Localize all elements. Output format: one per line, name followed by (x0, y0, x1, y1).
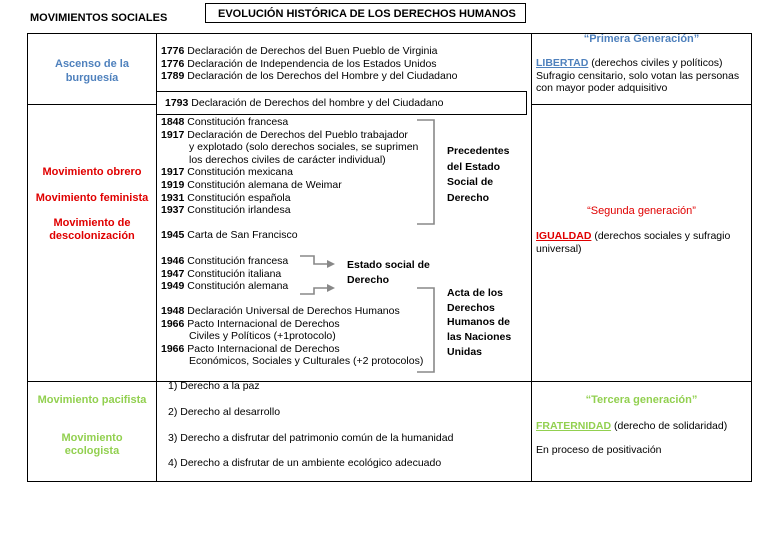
list-item: 1917 Constitución mexicana (161, 166, 293, 179)
list-item: 2) Derecho al desarrollo (168, 406, 281, 418)
list-item: 1946 Constitución francesa (161, 255, 289, 267)
list-item: 1931 Constitución española (161, 191, 291, 204)
boxed-event-1793: 1793 Declaración de Derechos del hombre y del Ciudadano (156, 91, 527, 115)
movement-ecologist: Movimiento ecologista (61, 432, 123, 457)
arrow-head-1 (327, 260, 335, 268)
keyword-igualdad: IGUALDAD (536, 230, 592, 242)
page-title: EVOLUCIÓN HISTÓRICA DE LOS DERECHOS HUMANOS (205, 3, 526, 23)
keyword-libertad: LIBERTAD (536, 57, 589, 69)
charter-san-francisco: 1945 Carta de San Francisco (161, 229, 298, 241)
list-item: los derechos civiles de carácter individual) (189, 153, 386, 166)
arrow-to-social-state-2 (300, 288, 328, 294)
list-item: 1848 Constitución francesa (161, 116, 289, 128)
list-item: y explotado (solo derechos sociales, se suprimen (189, 141, 419, 154)
movements-header: MOVIMIENTOS SOCIALES (30, 12, 168, 24)
movement-labor: Movimiento obrero (42, 166, 142, 178)
precedents-bracket (417, 120, 434, 224)
un-bracket (417, 288, 434, 372)
list-item: 1948 Declaración Universal de Derechos Humanos (161, 305, 400, 317)
label-precedents: Precedentes del Estado Social de Derecho (447, 145, 510, 204)
positivization-note: En proceso de positivación (536, 444, 662, 456)
movement-pacifist: Movimiento pacifista (37, 394, 147, 406)
list-item: 1966 Pacto Internacional de Derechos (161, 317, 340, 330)
list-item: 1917 Declaración de Derechos del Pueblo trabajador (161, 128, 408, 141)
list-item: 3) Derecho a disfrutar del patrimonio común de la humanidad (168, 432, 454, 444)
list-item: 1776 Declaración de Independencia de los Estados Unidos (161, 57, 437, 70)
first-generation-title: “Primera Generación” (583, 33, 700, 45)
list-item: 1919 Constitución alemana de Weimar (161, 178, 342, 191)
second-generation-desc: IGUALDAD (derechos sociales y sufragio universal) (536, 230, 731, 255)
arrow-head-2 (327, 284, 335, 292)
list-item: 1) Derecho a la paz (168, 380, 260, 392)
list-item: 1949 Constitución alemana (161, 280, 289, 293)
list-item: 1776 Declaración de Derechos del Buen Pueblo de Virginia (161, 45, 438, 57)
movement-bourgeoisie: Ascenso de la burguesía (55, 58, 129, 84)
keyword-fraternidad: FRATERNIDAD (536, 420, 612, 432)
list-item: 1937 Constitución irlandesa (161, 204, 291, 217)
movement-decolonization: Movimiento de descolonización (49, 217, 135, 242)
list-item: 1966 Pacto Internacional de Derechos (161, 342, 340, 355)
first-generation-desc: LIBERTAD (derechos civiles y políticos) Sufragio censitario, solo votan las personas con mayor poder adquisitivo (536, 57, 740, 95)
label-un-charter: Acta de los Derechos Humanos de las Naciones Unidas (447, 287, 512, 358)
list-item: 4) Derecho a disfrutar de un ambiente ecológico adecuado (168, 457, 442, 469)
list-item: Económicos, Sociales y Culturales (+2 protocolos) (189, 355, 424, 368)
arrow-to-social-state-1 (300, 256, 328, 264)
second-generation-title: “Segunda generación” (587, 205, 696, 217)
third-generation-desc: FRATERNIDAD (derecho de solidaridad) (536, 420, 728, 432)
third-generation-title: “Tercera generación” (585, 394, 698, 406)
list-item: Civiles y Políticos (+1protocolo) (189, 330, 336, 343)
list-item: 1789 Declaración de los Derechos del Hombre y del Ciudadano (161, 70, 458, 83)
list-item: 1947 Constitución italiana (161, 267, 282, 280)
movement-feminist: Movimiento feminista (35, 192, 149, 204)
label-social-state: Estado social de Derecho (347, 259, 430, 286)
